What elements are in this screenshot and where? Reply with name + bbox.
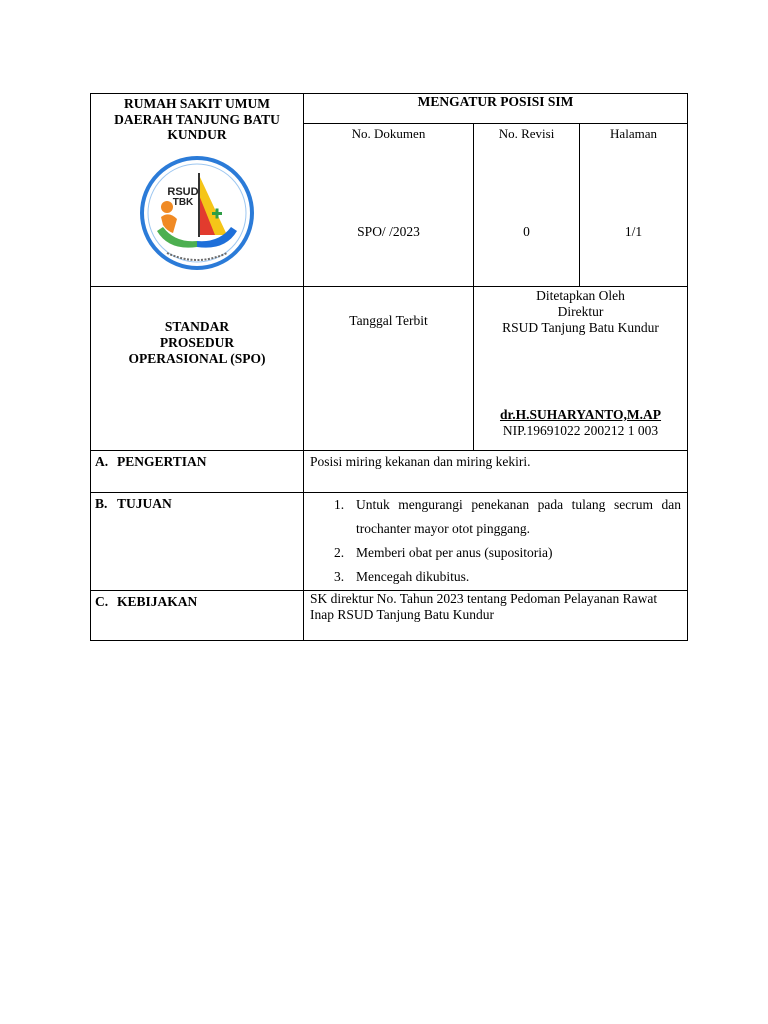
tujuan-list-cell	[304, 493, 688, 591]
halaman-label: Halaman	[610, 126, 657, 141]
tujuan-label-cell	[91, 493, 304, 591]
hospital-name: RUMAH SAKIT UMUM DAERAH TANJUNG BATU KUNDUR	[114, 96, 280, 143]
pengertian-label: PENGERTIAN	[117, 454, 207, 469]
kebijakan-label-cell	[91, 591, 304, 641]
rsud-tbk-logo-icon	[139, 155, 255, 271]
tujuan-list	[310, 493, 681, 589]
signer-name: dr.H.SUHARYANTO,M.AP	[499, 406, 662, 422]
no-revisi-label: No. Revisi	[498, 126, 555, 141]
ditetapkan-cell	[474, 287, 688, 451]
svg-text:TBK: TBK	[172, 196, 194, 208]
document-title: MENGATUR POSISI SIM	[304, 94, 688, 124]
spo-title-cell	[91, 287, 304, 451]
list-item	[310, 565, 681, 589]
tanggal-terbit-label: Tanggal Terbit	[349, 313, 428, 328]
tujuan-label: TUJUAN	[117, 496, 172, 511]
hospital-logo	[91, 155, 303, 275]
svg-text:RSUD: RSUD	[167, 185, 199, 198]
kebijakan-text: SK direktur No. Tahun 2023 tentang Pedoman Pelayanan Rawat Inap RSUD Tanjung Batu Kundur	[304, 591, 688, 641]
list-item-text: Memberi obat per anus (supositoria)	[356, 545, 553, 560]
spo-title-line2: PROSEDUR	[159, 335, 235, 351]
section-tujuan	[91, 493, 688, 591]
list-item	[310, 541, 681, 565]
pengertian-letter: A.	[95, 454, 109, 469]
content-table	[90, 450, 688, 641]
list-item-number: 1.	[334, 497, 345, 512]
section-pengertian	[91, 451, 688, 493]
tanggal-terbit-cell	[304, 287, 474, 451]
no-revisi-cell	[474, 124, 580, 287]
no-dokumen-label: No. Dokumen	[351, 126, 426, 141]
list-item-number: 3.	[334, 569, 345, 584]
pengertian-label-cell	[91, 451, 304, 493]
tujuan-letter: B.	[95, 496, 108, 511]
no-dokumen-cell	[304, 124, 474, 287]
list-item-number: 2.	[334, 545, 345, 560]
ditetapkan-line3: RSUD Tanjung Batu Kundur	[502, 320, 659, 336]
section-kebijakan	[91, 591, 688, 641]
ditetapkan-line2: Direktur	[557, 304, 604, 320]
list-item-text: Mencegah dikubitus.	[356, 569, 470, 584]
halaman-cell	[580, 124, 688, 287]
kebijakan-label: KEBIJAKAN	[117, 594, 198, 609]
ditetapkan-line1: Ditetapkan Oleh	[536, 288, 625, 303]
pengertian-text: Posisi miring kekanan dan miring kekiri.	[304, 451, 688, 493]
list-item	[310, 493, 681, 541]
spo-title-line3: OPERASIONAL (SPO)	[128, 351, 266, 367]
halaman-value: 1/1	[624, 223, 643, 239]
kebijakan-letter: C.	[95, 594, 109, 609]
signer-nip: NIP.19691022 200212 1 003	[502, 422, 659, 438]
hospital-cell	[91, 94, 304, 287]
header-table	[90, 93, 688, 451]
spo-title-line1: STANDAR	[164, 319, 230, 334]
no-dokumen-value: SPO/ /2023	[357, 223, 420, 239]
no-revisi-value: 0	[523, 223, 530, 239]
list-item-text: Untuk mengurangi penekanan pada tulang secrum dan trochanter mayor otot pinggang.	[356, 497, 681, 536]
